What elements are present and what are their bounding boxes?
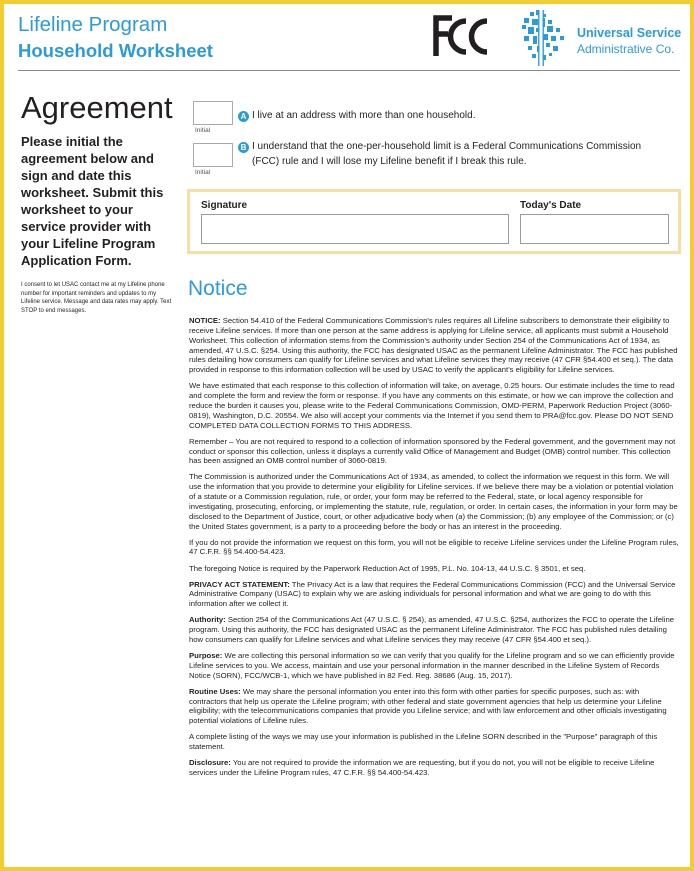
paragraph-lead: Authority: (189, 615, 226, 625)
paragraph-text: The Commission is authorized under the Communications Act of 1934, as amended, to collect the information we request in this form. We will use the information that you provide to determine your eligibility for Lifeline services. If we believe there may be a violation or potential violation of a statute or a Commission regulation, rule, or order, your form may be referred to the Federal, state, or local agency responsible for investigating, prosecuting, enforcing, or implementing the statute, rule, regulation, or order. In certain cases, the information in your form may be disclosed to the Department of Justice, court, or other adjudicative body when (a) the Commission; (b) any employee of the Commission; or (c) the United States government, is a party to a proceeding before the body or has an interest in the proceeding. (189, 472, 678, 531)
fcc-logo (430, 12, 492, 60)
paragraph-text: You are not required to provide the information we are requesting, but if you do not, you will not be eligible to receive Lifeline services under the Lifeline Program rules, 47 C.F.R. §§ 54.400-54.423. (189, 758, 655, 777)
notice-paragraph (189, 472, 679, 531)
signature-panel (187, 189, 681, 254)
initial-box-a[interactable] (193, 101, 233, 125)
notice-paragraph (189, 564, 679, 574)
statement-a-badge: A (238, 111, 249, 122)
initial-label-b: Initial (195, 169, 211, 176)
paragraph-lead: Disclosure: (189, 758, 231, 768)
notice-paragraph (189, 437, 679, 467)
notice-paragraph (189, 381, 679, 430)
paragraph-text: We may share the personal information you enter into this form with other parties for specific purposes, such as: with contractors that help us operate the Lifeline program; with other federal and state government agencies that help us determine your Lifeline eligibility; with the telecommunications companies that provide you Lifeline service; and with law enforcement and other officials investigating potential violations of Lifeline rules. (189, 686, 667, 726)
notice-paragraph (189, 758, 679, 778)
agreement-title: Agreement (21, 90, 173, 125)
paragraph-lead: Routine Uses: (189, 686, 241, 696)
paragraph-lead: NOTICE: (189, 316, 221, 325)
usac-name: Universal Service (577, 26, 682, 40)
paragraph-lead: Purpose: (189, 650, 223, 660)
notice-paragraph (189, 580, 679, 610)
paragraph-text: We have estimated that each response to this collection of information will take, on average, 0.25 hours. Our estimate includes the time to read and complete the form and review the form or response. If you have any comments on this estimate, or how we can improve the collection and reduce the burden it causes you, please write to the Federal Communications Commission, OMD-PERM, Paperwork Reduction Project (3060-0819), Washington, D.C. 20554. We also will accept your comments via the Internet if you send them to PRA@fcc.gov. Please DO NOT SEND COMPLETED DATA COLLECTION FORMS TO THIS ADDRESS. (189, 381, 675, 430)
date-label: Today's Date (520, 200, 582, 211)
paragraph-text: We are collecting this personal information so we can verify that you qualify for the Lifeline program and so we can efficiently provide Lifeline services to you. We access, maintain and use your personal information in the manner described in the Lifeline System of Records Notice (SORN), FCC/WCB-1, which we have published in 82 Fed. Reg. 38686 (Aug. 15, 2017). (189, 650, 675, 680)
notice-paragraph (189, 732, 679, 752)
statement-b-badge: B (238, 142, 249, 153)
paragraph-text: Section 254 of the Communications Act (47 U.S.C. § 254), as amended, 47 U.S.C. §254, authorizes the FCC to operate the Lifeline program. Using this authority, the FCC has designated USAC as the permanent Lifeline Administrator. The FCC has published rules detailing how consumers can qualify for Lifeline services and what Lifeline services they may receive (47 CFR §54.400 et seq.). (189, 615, 674, 644)
notice-paragraph (189, 538, 679, 558)
usac-name-suffix: Administrative Co. (577, 42, 675, 56)
usac-logo-icon (520, 10, 574, 66)
notice-paragraph (189, 651, 679, 681)
statement-b-text: I understand that the one-per-household limit is a Federal Communications Commission (252, 141, 642, 152)
paragraph-text: The Privacy Act is a law that requires the Federal Communications Commission (FCC) and the Universal Service Administrative Company (USAC) to explain why we are asking individuals for personal information and what we are going to do with this information after we collect it. (189, 579, 676, 609)
paragraph-text: Remember – You are not required to respond to a collection of information sponsored by the Federal government, and the government may not conduct or sponsor this collection, unless it displays a currently valid Office of Management and Budget (OMB) control number. This collection has been assigned an OMB control number of 3060-0819. (189, 436, 676, 466)
worksheet-title: Household Worksheet (18, 40, 213, 61)
notice-paragraph (189, 615, 679, 645)
initial-label-a: Initial (195, 127, 211, 134)
paragraph-text: If you do not provide the information we request on this form, you will not be eligible to receive Lifeline services under the Lifeline Program rules, 47 C.F.R. §§ 54.400-54.423. (189, 537, 679, 557)
notice-body (189, 316, 679, 784)
signature-label: Signature (201, 200, 248, 211)
statement-b-text-cont: (FCC) rule and I will lose my Lifeline benefit if I break this rule. (252, 156, 527, 167)
notice-title: Notice (188, 277, 248, 300)
notice-paragraph (189, 316, 679, 375)
header-divider (18, 70, 680, 71)
initial-box-b[interactable] (193, 143, 233, 167)
agreement-instructions: Please initial the agreement below and sign and date this worksheet. Submit this worksheet to your service provider with your Lifeline Program Application Form. (21, 134, 164, 268)
notice-paragraph (189, 687, 679, 726)
paragraph-text: Section 54.410 of the Federal Communications Commission's rules requires all Lifeline subscribers to demonstrate their eligibility to receive Lifeline services. If more than one person at the same address is applying for Lifeline service, all applicants must submit a Household Worksheet. This collection of information stems from the Commission's authority under Section 254 of the Communications Act of 1934, as amended, 47 U.S.C. §254. Using this authority, the FCC has designated USAC as the permanent Lifeline Administrator. The FCC has published rules detailing how consumers can qualify for Lifeline services and what Lifeline services they may receive (47 CFR §54.400 et seq.). The data provided in response to this information collection will be used by USAC to verify the applicant's eligibility for Lifeline services. (189, 316, 678, 375)
paragraph-text: A complete listing of the ways we may use your information is published in the Lifeline SORN described in the "Purpose" paragraph of this statement. (189, 732, 658, 752)
paragraph-text: The foregoing Notice is required by the Paperwork Reduction Act of 1995, P.L. No. 104-13, 44 U.S.C. § 3501, et seq. (189, 563, 586, 573)
signature-field[interactable] (201, 214, 509, 244)
date-field[interactable] (520, 214, 669, 244)
sms-consent-text: I consent to let USAC contact me at my Lifeline phone number for important reminders and updates to my Lifeline service. Message and data rates may apply. Text STOP to end messages. (21, 282, 172, 314)
paragraph-lead: PRIVACY ACT STATEMENT: (189, 579, 290, 589)
program-title: Lifeline Program (18, 13, 168, 36)
statement-a-text: I live at an address with more than one household. (252, 110, 476, 121)
